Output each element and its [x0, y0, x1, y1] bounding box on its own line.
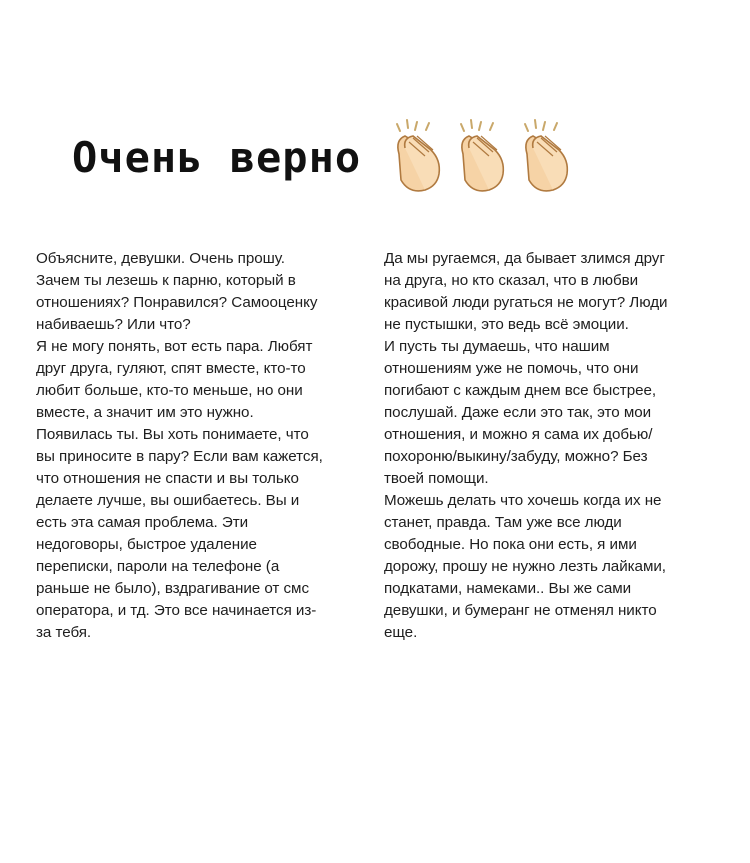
text-line: раньше не было), вздрагивание от смс: [36, 580, 309, 597]
text-line: делаете лучше, вы ошибаетесь. Вы и: [36, 492, 300, 509]
text-line: свободные. Но пока они есть, я ими: [384, 536, 637, 553]
text-line: станет, правда. Там уже все люди: [384, 514, 622, 531]
text-line: есть эта самая проблема. Эти: [36, 514, 249, 531]
text-line: за тебя.: [36, 624, 92, 641]
text-line: дорожу, прошу не нужно лезть лайками,: [384, 558, 666, 575]
page-title: Очень верно: [72, 132, 362, 182]
text-line: девушки, и бумеранг не отменял никто: [384, 602, 657, 619]
left-text-column: [36, 248, 374, 644]
text-line: еще.: [384, 624, 418, 641]
text-line: погибают с каждым днем все быстрее,: [384, 382, 657, 399]
text-line: набиваешь? Или что?: [36, 316, 191, 333]
text-line: вы приносите в пару? Если вам кажется,: [36, 448, 323, 465]
text-line: послушай. Даже если это так, это мои: [384, 404, 652, 421]
text-line: что отношения не спасти и вы только: [36, 470, 299, 487]
text-line: И пусть ты думаешь, что нашим: [384, 338, 610, 355]
text-line: твоей помощи.: [384, 470, 489, 487]
text-line: подкатами, намеками.. Вы же сами: [384, 580, 632, 597]
text-line: отношения, и можно я сама их добью/: [384, 426, 653, 443]
clapping-hands-icon: [513, 118, 575, 196]
text-line: на друга, но кто сказал, что в любви: [384, 272, 639, 289]
text-line: Объясните, девушки. Очень прошу.: [36, 250, 285, 267]
text-line: недоговоры, быстрое удаление: [36, 536, 257, 553]
text-line: вместе, а значит им это нужно.: [36, 404, 254, 421]
text-line: переписки, пароли на телефоне (а: [36, 558, 280, 575]
text-line: не пустышки, это ведь всё эмоции.: [384, 316, 629, 333]
clapping-hands-icon: [449, 118, 511, 196]
right-text-column: [384, 248, 740, 644]
text-line: любит больше, кто-то меньше, но они: [36, 382, 303, 399]
text-line: Появилась ты. Вы хоть понимаете, что: [36, 426, 309, 443]
clap-emoji-group: [385, 118, 575, 196]
text-line: Зачем ты лезешь к парню, который в: [36, 272, 296, 289]
text-line: Да мы ругаемся, да бывает злимся друг: [384, 250, 665, 267]
clapping-hands-icon: [385, 118, 447, 196]
text-line: Можешь делать что хочешь когда их не: [384, 492, 662, 509]
text-line: отношениях? Понравился? Самооценку: [36, 294, 318, 311]
text-line: оператора, и тд. Это все начинается из-: [36, 602, 317, 619]
text-line: похороню/выкину/забуду, можно? Без: [384, 448, 648, 465]
header: [72, 112, 575, 202]
text-line: друг друга, гуляют, спят вместе, кто-то: [36, 360, 306, 377]
text-line: Я не могу понять, вот есть пара. Любят: [36, 338, 313, 355]
text-line: красивой люди ругаться не могут? Люди: [384, 294, 668, 311]
text-line: отношениям уже не помочь, что они: [384, 360, 639, 377]
